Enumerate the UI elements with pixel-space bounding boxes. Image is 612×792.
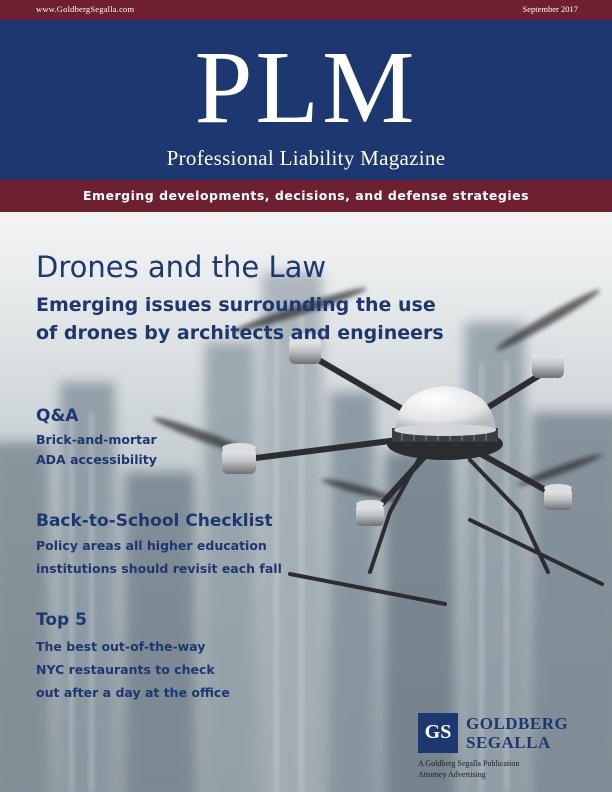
section-line: Policy areas all higher education [36,538,267,553]
issue-date: September 2017 [522,4,578,14]
section-line: NYC restaurants to check [36,662,215,677]
cover-deck-line-1: Emerging issues surrounding the use [36,294,436,316]
tagline-bar [0,180,612,212]
section-title-qa: Q&A [36,406,79,426]
section-line: ADA accessibility [36,452,157,467]
firm-name-line-2: SEGALLA [466,733,551,752]
cover-deck-line-2: of drones by architects and engineers [36,322,444,344]
cover-headline: Drones and the Law [36,250,327,284]
tagline: Emerging developments, decisions, and defense strategies [82,188,530,203]
magazine-title: PLM [194,30,418,145]
section-line: Brick-and-mortar [36,432,157,447]
firm-logo-icon [418,713,458,753]
section-line: out after a day at the office [36,685,230,700]
logo-monogram: GS [424,721,452,743]
advertising-notice: Attorney Advertising [418,770,486,779]
top-bar [0,0,612,20]
section-line: institutions should revisit each fall [36,561,282,576]
section-title-checklist: Back-to-School Checklist [36,511,273,531]
section-line: The best out-of-the-way [36,639,206,654]
firm-name-line-1: GOLDBERG [466,714,569,733]
masthead [0,20,612,180]
magazine-subtitle: Professional Liability Magazine [166,146,446,170]
publication-note: A Goldberg Segalla Publication [418,759,520,768]
website-url[interactable]: www.GoldbergSegalla.com [36,4,135,14]
section-title-top5: Top 5 [36,610,87,630]
